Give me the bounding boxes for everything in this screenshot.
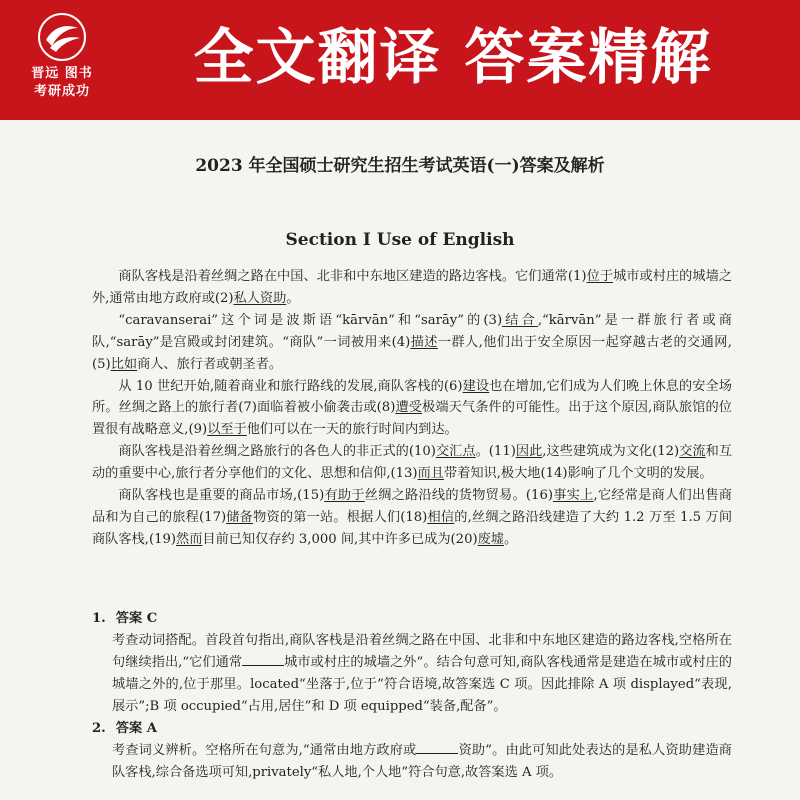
document-title: 2023 年全国硕士研究生招生考试英语(一)答案及解析: [195, 156, 605, 176]
banner-headline: 全文翻译 答案精解: [193, 23, 713, 93]
answer-word: 以至于: [207, 422, 247, 438]
text-run: 带着知识,极大地(14)影响了几个文明的发展。: [443, 466, 713, 482]
answer-word: 建设: [462, 378, 490, 394]
wave-logo-icon: [36, 12, 88, 62]
logo-line-2: 考研成功: [33, 84, 90, 99]
translation-paragraph: [92, 266, 732, 310]
fill-blank: [416, 741, 458, 754]
translation-paragraph: [92, 310, 732, 376]
answer-word: 而且: [417, 466, 444, 482]
text-run: 城市或村庄的城墙之外”。结合句意可知,商队客栈通常是建造在城市或村庄的城墙之外的,位于那里。located“坐落于,位于”符合语境,故答案选 C 项。因此排除 A 项 displayed“表现,展示”;B 项 occupied“占用,居住”和 D 项 equipped“装备,配备”。: [112, 655, 732, 714]
answer-word: 有助于: [324, 488, 365, 504]
answer-label: 答案 A: [115, 721, 157, 736]
logo-line-1: 晋远 图书: [31, 66, 93, 81]
answer-heading: [92, 718, 732, 740]
text-run: ,它经常是商人们出售商品和为自己的旅程(17): [92, 488, 732, 525]
answer-word: 废墟: [477, 531, 504, 547]
text-run: 他们可以在一天的旅行时间内到达。: [246, 422, 458, 438]
publisher-logo: [14, 12, 110, 108]
answer-heading: [92, 608, 732, 630]
text-run: 和互动的重要中心,旅行者分享他们的文化、思想和信仰,(13): [92, 444, 733, 482]
text-run: 商队客栈是沿着丝绸之路在中国、北非和中东地区建造的路边客栈。它们通常(1): [118, 269, 587, 284]
answer-word: 因此: [515, 444, 543, 460]
translation-paragraph: [92, 485, 732, 551]
text-run: ,这些建筑成为文化(12): [542, 444, 680, 460]
answer-number: 2.: [92, 721, 106, 736]
text-run: 从 10 世纪开始,随着商业和旅行路线的发展,商队客栈的(6): [118, 378, 463, 394]
translation-paragraph: [92, 441, 732, 485]
answer-word: 事实上: [552, 488, 594, 504]
text-run: 考查词义辨析。空格所在句意为,“通常由地方政府或: [112, 743, 417, 758]
text-run: 。: [286, 290, 300, 306]
answer-word: 相信: [427, 509, 455, 525]
answer-number: 1.: [92, 611, 106, 626]
answer-label: 答案 C: [115, 611, 158, 626]
text-run: 。: [503, 531, 518, 547]
text-run: 物资的第一站。根据人们(18): [253, 509, 428, 525]
document-page: [0, 120, 800, 800]
answer-word: 然而: [176, 531, 203, 547]
text-run: 商人、旅行者或朝圣者。: [137, 356, 283, 372]
text-run: 。(11): [475, 444, 516, 460]
answer-word: 交流: [679, 444, 706, 460]
promo-banner: [0, 0, 800, 120]
answer-word: 比如: [110, 356, 138, 372]
answer-word: 遭受: [395, 400, 423, 416]
section-heading: Section I Use of English: [285, 230, 515, 250]
translation-text: [92, 266, 732, 551]
answer-word: 位于: [586, 269, 614, 284]
text-run: “caravanserai”这个词是波斯语“kārvān”和“sarāy”的(3): [118, 312, 503, 328]
text-run: 极端天气条件的可能性。出于这个原因,商队旅馆的位置很有战略意义,(9): [92, 400, 732, 438]
text-run: 丝绸之路沿线的货物贸易。(16): [364, 488, 553, 504]
text-run: 考查动词搭配。首段首句指出,商队客栈是沿着丝绸之路在中国、北非和中东地区建造的路边客栈,空格所在句继续指出,“它们通常: [112, 633, 732, 670]
text-run: 商队客栈是沿着丝绸之路旅行的各色人的非正式的(10): [118, 444, 436, 460]
fill-blank: [242, 653, 284, 666]
translation-paragraph: [92, 376, 732, 442]
answer-explanations: [92, 608, 732, 784]
text-run: 目前已知仅存约 3,000 间,其中许多已成为(20): [202, 531, 478, 547]
answer-explanation: [112, 740, 732, 784]
answer-word: 私人资助: [233, 290, 287, 306]
text-run: 也在增加,它们成为人们晚上休息的安全场所。丝绸之路上的旅行者(7)面临着被小偷袭击或(8): [92, 378, 732, 416]
text-run: 一群人,他们出于安全原因一起穿越古老的交通网,(5): [92, 334, 732, 372]
answer-explanation: [112, 630, 732, 718]
text-run: ,“kārvān”是一群旅行者或商队,“sarāy”是宫殿或封闭建筑。“商队”一词被用来(4): [92, 312, 732, 350]
answer-word: 交汇点: [435, 444, 476, 460]
text-run: 城市或村庄的城墙之外,通常由地方政府或(2): [92, 269, 733, 306]
text-run: 的,丝绸之路沿线建造了大约 1.2 万至 1.5 万间商队客栈,(19): [92, 509, 733, 547]
text-run: 资助”。由此可知此处表达的是私人资助建造商队客栈,综合备选项可知,privately“私人地,个人地”符合句意,故答案选 A 项。: [112, 743, 732, 780]
text-run: 商队客栈也是重要的商品市场,(15): [118, 488, 325, 504]
answer-word: 储备: [226, 509, 254, 525]
answer-word: 结合: [502, 312, 538, 328]
answer-word: 描述: [410, 334, 438, 350]
